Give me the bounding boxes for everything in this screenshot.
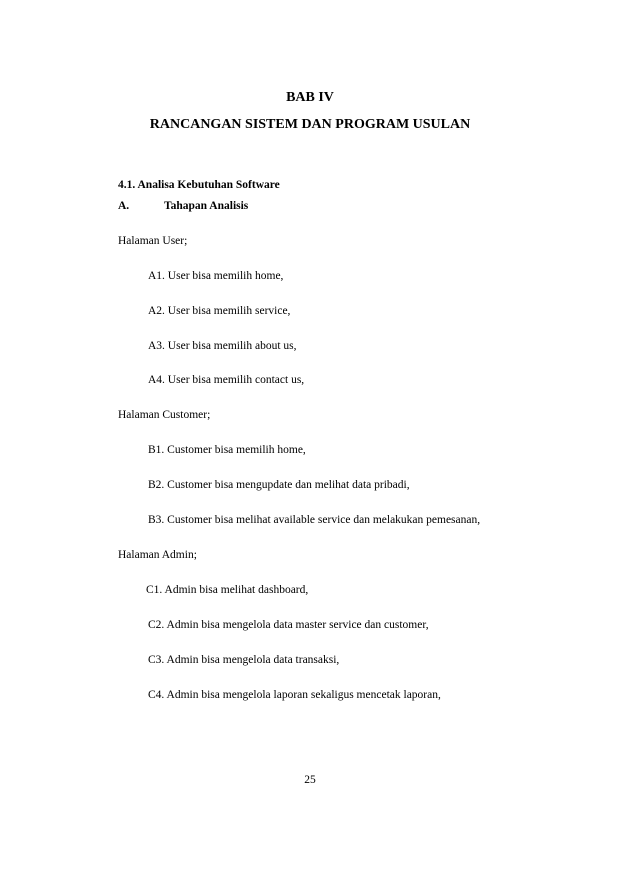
list-item: A2. User bisa memilih service,: [148, 305, 291, 317]
subsection-marker: A.: [118, 200, 130, 212]
subsection-title: Tahapan Analisis: [164, 200, 249, 212]
user-group-title: Halaman User;: [118, 235, 188, 247]
list-item: C3. Admin bisa mengelola data transaksi,: [148, 654, 340, 666]
list-item: A1. User bisa memilih home,: [148, 270, 284, 282]
list-item: B1. Customer bisa memilih home,: [148, 444, 306, 456]
page-number: 25: [304, 774, 316, 786]
list-item: A4. User bisa memilih contact us,: [148, 374, 305, 386]
list-item: B3. Customer bisa melihat available service dan melakukan pemesanan,: [148, 514, 481, 526]
list-item: C2. Admin bisa mengelola data master service dan customer,: [148, 619, 429, 631]
chapter-label: BAB IV: [286, 90, 334, 105]
list-item: C1. Admin bisa melihat dashboard,: [146, 584, 309, 596]
customer-group-title: Halaman Customer;: [118, 409, 211, 421]
list-item: A3. User bisa memilih about us,: [148, 340, 297, 352]
list-item: C4. Admin bisa mengelola laporan sekaligus mencetak laporan,: [148, 689, 441, 701]
chapter-title: RANCANGAN SISTEM DAN PROGRAM USULAN: [149, 117, 471, 132]
admin-group-title: Halaman Admin;: [118, 549, 197, 561]
list-item: B2. Customer bisa mengupdate dan melihat data pribadi,: [148, 479, 410, 491]
section-heading: 4.1. Analisa Kebutuhan Software: [118, 179, 280, 191]
